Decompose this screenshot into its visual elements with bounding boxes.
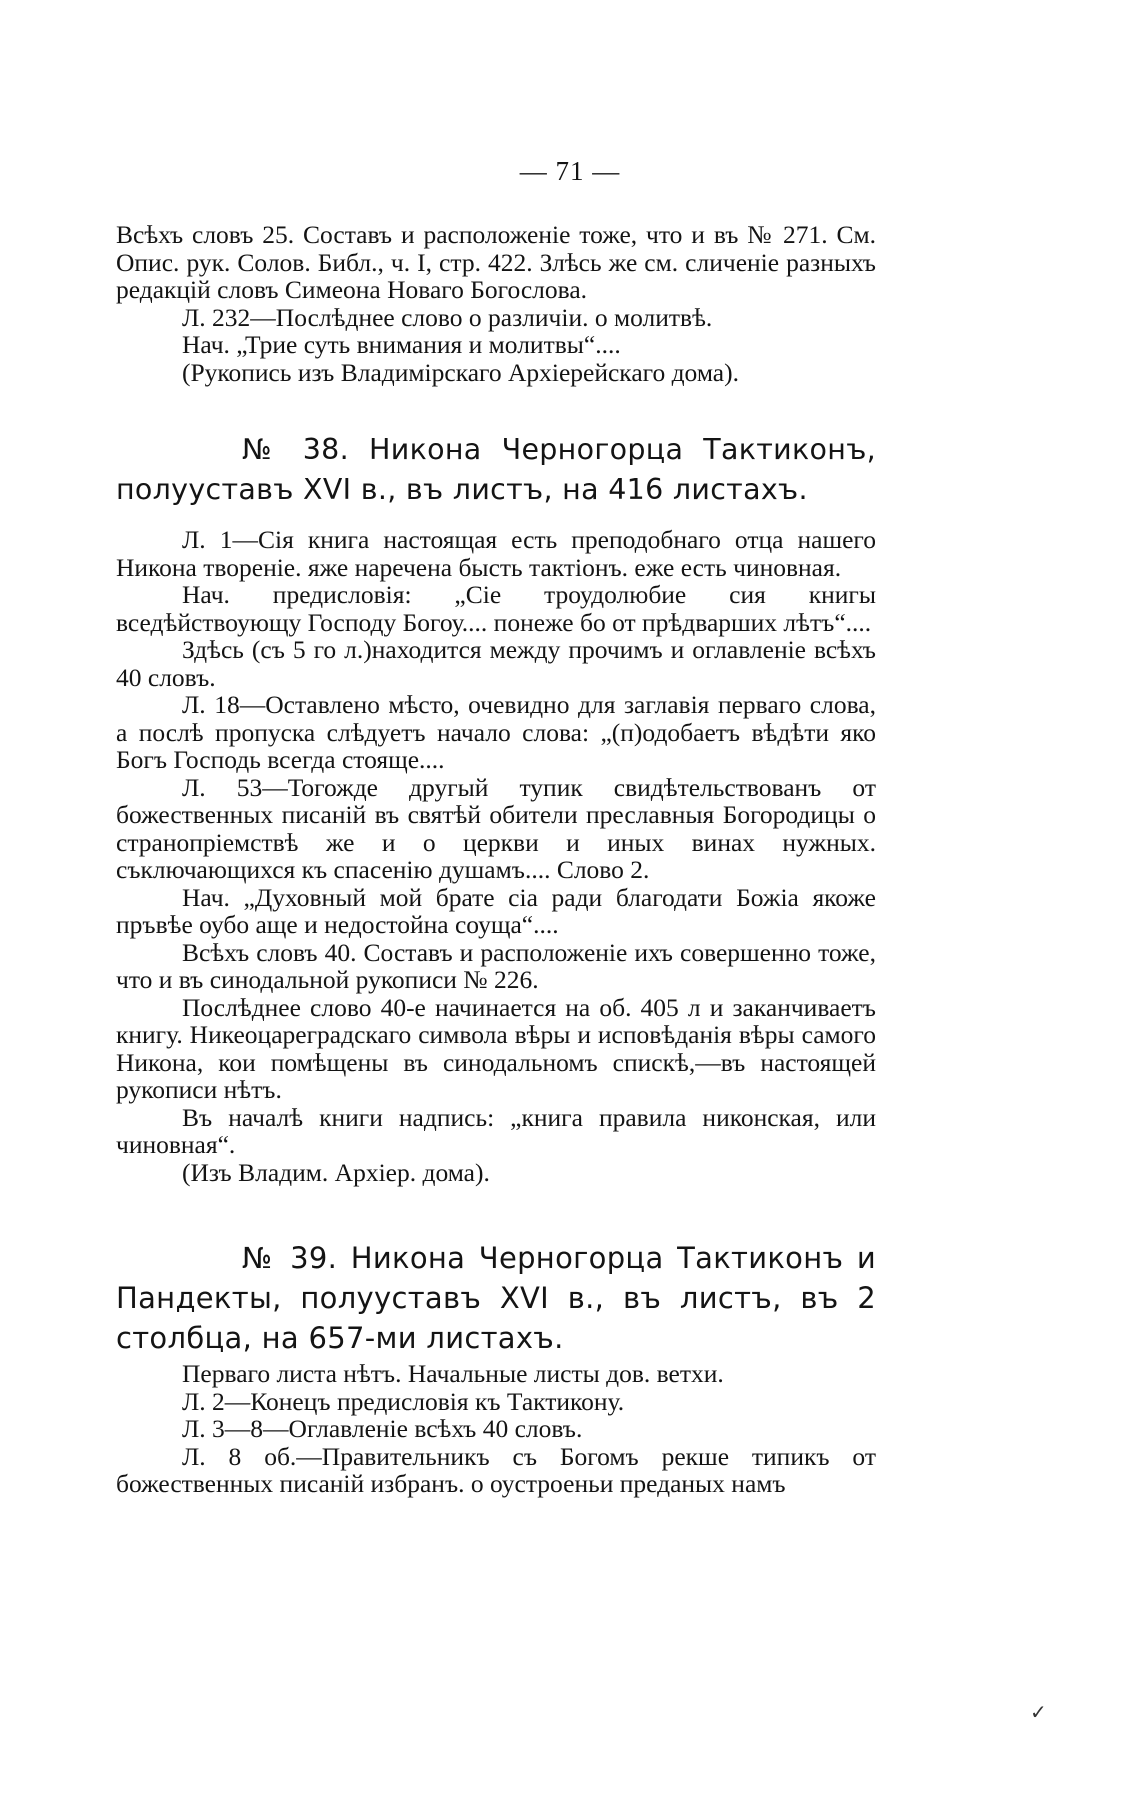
- entry-39-heading: № 39. Никона Черногорца Тактиконъ и Пандекты, полууставъ XVI в., въ листъ, въ 2 столбца, на 657-ми листахъ.: [116, 1241, 876, 1355]
- paragraph: Л. 8 об.—Правительникъ съ Богомъ рекше типикъ от божественных писаній избранъ. о оустроеньи преданых намъ: [116, 1441, 876, 1498]
- paragraph: Нач. „Духовный мой брате сіа ради благодати Божіа якоже пръвѣе оубо аще и недостойна соуща“....: [116, 882, 876, 939]
- entry-39-body: [116, 1360, 876, 1498]
- entry-38-body: [116, 526, 876, 1186]
- paragraph: Перваго листа нѣтъ. Начальные листы дов. ветхи.: [182, 1359, 724, 1388]
- paragraph: Л. 232—Послѣднее слово о различіи. о молитвѣ.: [182, 302, 713, 332]
- paragraph: Л. 1—Сія книга настоящая есть преподобнаго отца нашего Никона твореніе. яже наречена бысть тактіонъ. еже есть чиновная.: [116, 525, 876, 582]
- entry-37-continuation: [116, 221, 876, 386]
- paragraph: Въ началѣ книги надпись: „книга правила никонская, или чиновная“.: [116, 1102, 876, 1159]
- paragraph: Нач. предисловія: „Сіе троудолюбие сия книгы вседѣйствоующу Господу Богоу.... понеже бо от прѣдварших лѣтъ“....: [116, 580, 876, 637]
- paragraph: Л. 18—Оставлено мѣсто, очевидно для заглавія перваго слова, а послѣ пропуска слѣдуетъ начало слова: „(п)одобаетъ вѣдѣти яко Богъ Господь всегда стояще....: [116, 690, 876, 774]
- paragraph: Послѣднее слово 40-е начинается на об. 405 л и заканчиваетъ книгу. Никеоцареградскаго символа вѣры и исповѣданія вѣры самого Никона, кои помѣщены въ синодальномъ спискѣ,—въ настоящей рукописи нѣтъ.: [116, 992, 876, 1104]
- paragraph: (Изъ Владим. Архіер. дома).: [182, 1157, 490, 1187]
- paragraph: Л. 2—Конецъ предисловія къ Тактикону.: [182, 1386, 625, 1416]
- page-number: — 71 —: [519, 156, 621, 186]
- corner-pencil-mark: ✓: [1030, 1702, 1047, 1724]
- paragraph: (Рукопись изъ Владимірскаго Архіерейскаго дома).: [182, 357, 739, 387]
- entry-38-heading: № 38. Никона Черногорца Тактиконъ, полууставъ XVI в., въ листъ, на 416 листахъ.: [116, 433, 876, 506]
- paragraph: Всѣхъ словъ 25. Составъ и расположеніе тоже, что и въ № 271. См. Опис. рук. Солов. Библ., ч. I, стр. 422. Злѣсь же см. сличеніе разныхъ редакцій словъ Симеона Новаго Богослова.: [116, 220, 876, 304]
- paragraph: Л. 3—8—Оглавленіе всѣхъ 40 словъ.: [182, 1414, 583, 1443]
- paragraph: Нач. „Трие суть внимания и молитвы“....: [182, 330, 621, 359]
- paragraph: Всѣхъ словъ 40. Составъ и расположеніе ихъ совершенно тоже, что и въ синодальной рукописи № 226.: [116, 937, 876, 994]
- paragraph: Л. 53—Тогожде другый тупик свидѣтельствованъ от божественных писаній въ святѣй обители преславныя Богородицы о странопріемствѣ же и о церкви и иных винах нужных. съключающихся къ спасенію душамъ.... Слово 2.: [116, 772, 876, 884]
- paragraph: Здѣсь (съ 5 го л.)находится между прочимъ и оглавленіе всѣхъ 40 словъ.: [116, 635, 876, 692]
